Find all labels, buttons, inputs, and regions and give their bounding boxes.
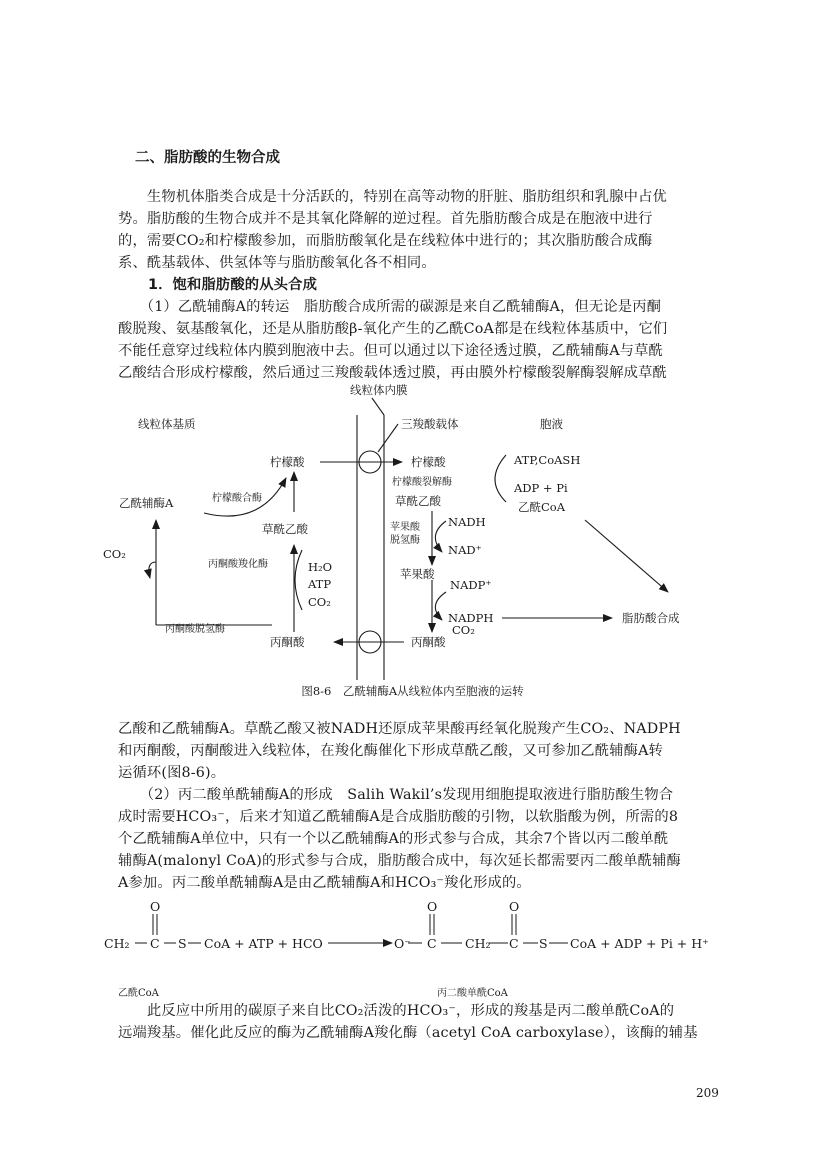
text-line: 乙酸结合形成柠檬酸，然后通过三羧酸载体透过膜，再由膜外柠檬酸裂解酶裂解成草酰	[118, 365, 667, 381]
text-line: （1）乙酰辅酶A的转运 脂肪酸合成所需的碳源是来自乙酰辅酶A，但无论是丙酮	[118, 299, 662, 315]
text-line: 成时需要HCO₃⁻，后来才知道乙酰辅酶A是合成脂肪酸的引物，以软脂酸为例，所需的8	[118, 809, 679, 825]
figure-caption: 图8-6 乙酰辅酶A从线粒体内至胞液的运转	[301, 684, 524, 698]
membrane-pointer	[372, 398, 384, 415]
equation-reactants: CoA + ATP + HCO	[204, 936, 323, 951]
label-carrier: 三羧酸载体	[401, 417, 459, 431]
label-pyruvate-in: 丙酮酸	[270, 635, 305, 649]
label-co2-mid: CO₂	[308, 595, 331, 609]
label-nadph: NADPH	[448, 611, 494, 625]
equation-products: CoA + ADP + Pi + H⁺	[570, 936, 709, 951]
label-oaa-out: 草酰乙酸	[395, 494, 441, 508]
text-line: 和丙酮酸，丙酮酸进入线粒体，在羧化酶催化下形成草酰乙酸，又可参加乙酰辅酶A转	[118, 743, 664, 759]
text-line: 此反应中所用的碳原子来自比CO₂活泼的HCO₃⁻，形成的羧基是丙二酸单酰CoA的	[118, 1003, 675, 1019]
text-line: 的，需要CO₂和柠檬酸参加，而脂肪酸氧化是在线粒体中进行的；其次脂肪酸合成酶	[118, 233, 653, 249]
atom-o: O	[427, 900, 438, 914]
text-line: 乙酸和乙酰辅酶A。草酰乙酸又被NADH还原成苹果酸再经氧化脱羧产生CO₂、NADPH	[118, 721, 681, 737]
figure-8-6-diagram	[0, 380, 825, 680]
label-citrate-synthase: 柠檬酸合酶	[212, 493, 262, 504]
arrow-acetyl-to-fa	[585, 520, 668, 592]
label-malate-dh: 苹果酸脱氢酶	[390, 522, 420, 546]
section-heading: 二、脂肪酸的生物合成	[135, 150, 280, 166]
label-oaa-in: 草酰乙酸	[262, 522, 308, 536]
text-line: 运循环(图8-6)。	[118, 765, 226, 781]
label-cytosol: 胞液	[540, 417, 563, 431]
label-pdh: 丙酮酸脱氢酶	[165, 624, 225, 635]
text-line: 系、酰基载体、供氢体等与脂肪酸氧化各不相同。	[118, 255, 436, 271]
label-fa-synthesis: 脂肪酸合成	[622, 611, 680, 625]
curve-nadh	[435, 521, 446, 552]
curve-nadp	[435, 592, 446, 620]
atom-c: C	[150, 936, 160, 951]
text-line: 个乙酰辅酶A单位中，只有一个以乙酰辅酶A的形式参与合成，其余7个皆以丙二酸单酰	[118, 831, 669, 847]
text-line: 远端羧基。催化此反应的酶为乙酰辅酶A羧化酶（acetyl CoA carboxylase），该酶的辅基	[118, 1025, 698, 1041]
curve-pyruvate-carboxylase	[295, 550, 302, 610]
label-atp: ATP	[308, 577, 332, 591]
label-pyruvate-carboxylase: 丙酮酸羧化酶	[208, 559, 268, 570]
label-citrate-out: 柠檬酸	[411, 455, 446, 469]
atom-o: O	[150, 900, 161, 914]
label-membrane: 线粒体内膜	[350, 383, 408, 397]
atom-o: O	[509, 900, 520, 914]
label-matrix: 线粒体基质	[138, 417, 196, 431]
atom-s: S	[539, 936, 548, 951]
label-adp-pi: ADP + Pi	[514, 481, 568, 495]
label-malate: 苹果酸	[400, 567, 435, 581]
reaction-equation	[0, 900, 825, 1010]
text-line: （2）丙二酸单酰辅酶A的形成 Salih Wakil’s发现用细胞提取液进行脂肪酸生物合	[118, 787, 674, 803]
carrier-pointer	[378, 424, 398, 452]
label-co2-right: CO₂	[452, 623, 475, 637]
atom-c: C	[427, 936, 437, 951]
label-acetyl-coa-out: 乙酰CoA	[518, 500, 566, 514]
label-acetyl-coa: 乙酰CoA	[118, 988, 159, 999]
atom-o-minus: O⁻	[394, 936, 411, 951]
text-line: 辅酶A(malonyl CoA)的形式参与合成，脂肪酸合成中，每次延长都需要丙二酸单酰辅酶	[118, 853, 681, 869]
label-nadh: NADH	[448, 515, 486, 529]
label-atp-coash: ATP,CoASH	[514, 453, 581, 467]
label-citrate-lyase: 柠檬酸裂解酶	[392, 477, 452, 488]
label-pyruvate-out: 丙酮酸	[411, 635, 446, 649]
atom-ch2: CH₂	[465, 936, 491, 951]
label-malonyl-coa: 丙二酸单酰CoA	[437, 988, 508, 999]
label-nad: NAD⁺	[448, 543, 482, 557]
curve-citrate-lyase	[495, 455, 506, 502]
label-nadp: NADP⁺	[450, 578, 492, 592]
page-number: 209	[696, 1086, 719, 1100]
text-line: 势。脂肪酸的生物合成并不是其氧化降解的逆过程。首先脂肪酸合成是在胞液中进行	[118, 211, 653, 227]
label-citrate-in: 柠檬酸	[270, 455, 305, 469]
label-acetyl-coa-a: 乙酰辅酶A	[119, 496, 174, 510]
text-line: 生物机体脂类合成是十分活跃的，特别在高等动物的肝脏、脂肪组织和乳腺中占优	[118, 189, 667, 205]
subheading: 1．饱和脂肪酸的从头合成	[148, 277, 318, 293]
atom-c: C	[509, 936, 519, 951]
arrow-co2-left	[149, 562, 156, 578]
text-line: A参加。丙二酸单酰辅酶A是由乙酰辅酶A和HCO₃⁻羧化形成的。	[118, 875, 531, 891]
label-co2-left: CO₂	[103, 547, 126, 561]
label-h2o: H₂O	[308, 560, 333, 574]
text-line: 不能任意穿过线粒体内膜到胞液中去。但可以通过以下途径透过膜，乙酰辅酶A与草酰	[118, 343, 664, 359]
atom-s: S	[178, 936, 187, 951]
text-line: 酸脱羧、氨基酸氧化，还是从脂肪酸β-氧化产生的乙酰CoA都是在线粒体基质中，它们	[118, 321, 668, 337]
atom-ch2: CH₂	[104, 936, 130, 951]
